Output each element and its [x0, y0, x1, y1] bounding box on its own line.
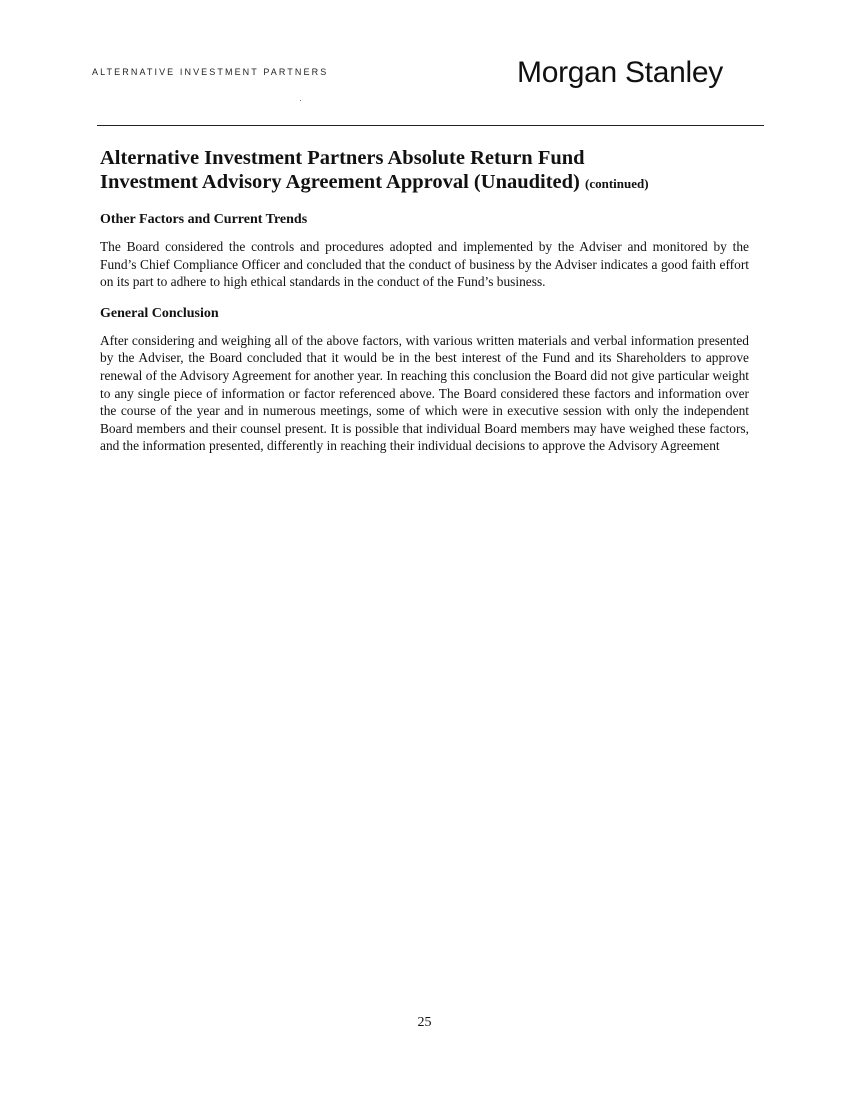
section-heading-general-conclusion: General Conclusion	[100, 305, 219, 321]
header-dot-mark	[300, 100, 301, 101]
header-tagline: ALTERNATIVE INVESTMENT PARTNERS	[92, 67, 329, 77]
section-body-general-conclusion: After considering and weighing all of the above factors, with various written materials and verbal information presented by the Adviser, the Board concluded that it would be in the best interest of the Fund and its Shareholders to approve renewal of the Advisory Agreement for another year. In reaching this conclusion the Board did not give particular weight to any single piece of information or factor referenced above. The Board considered these factors and information over the course of the year and in numerous meetings, some of which were in executive session with only the independent Board members and their counsel present. It is possible that individual Board members may have weighed these factors, and the information presented, differently in reaching their individual decisions to approve the Advisory Agreement	[100, 332, 749, 454]
title-line-2: Investment Advisory Agreement Approval (Unaudited)	[100, 171, 580, 193]
title-continued: (continued)	[585, 176, 649, 191]
page-number: 25	[417, 1015, 432, 1030]
section-heading-other-factors: Other Factors and Current Trends	[100, 212, 308, 227]
page-title	[100, 146, 749, 196]
section-body-other-factors: The Board considered the controls and procedures adopted and implemented by the Adviser and monitored by the Fund’s Chief Compliance Officer and concluded that the conduct of business by the Adviser indicates a good faith effort on its part to adhere to high ethical standards in the conduct of the Fund’s business.	[100, 239, 749, 290]
morgan-stanley-logo: Morgan Stanley	[517, 56, 723, 89]
header-divider	[97, 125, 764, 126]
main-content	[100, 146, 749, 455]
title-line-1: Alternative Investment Partners Absolute Return Fund	[100, 147, 585, 169]
